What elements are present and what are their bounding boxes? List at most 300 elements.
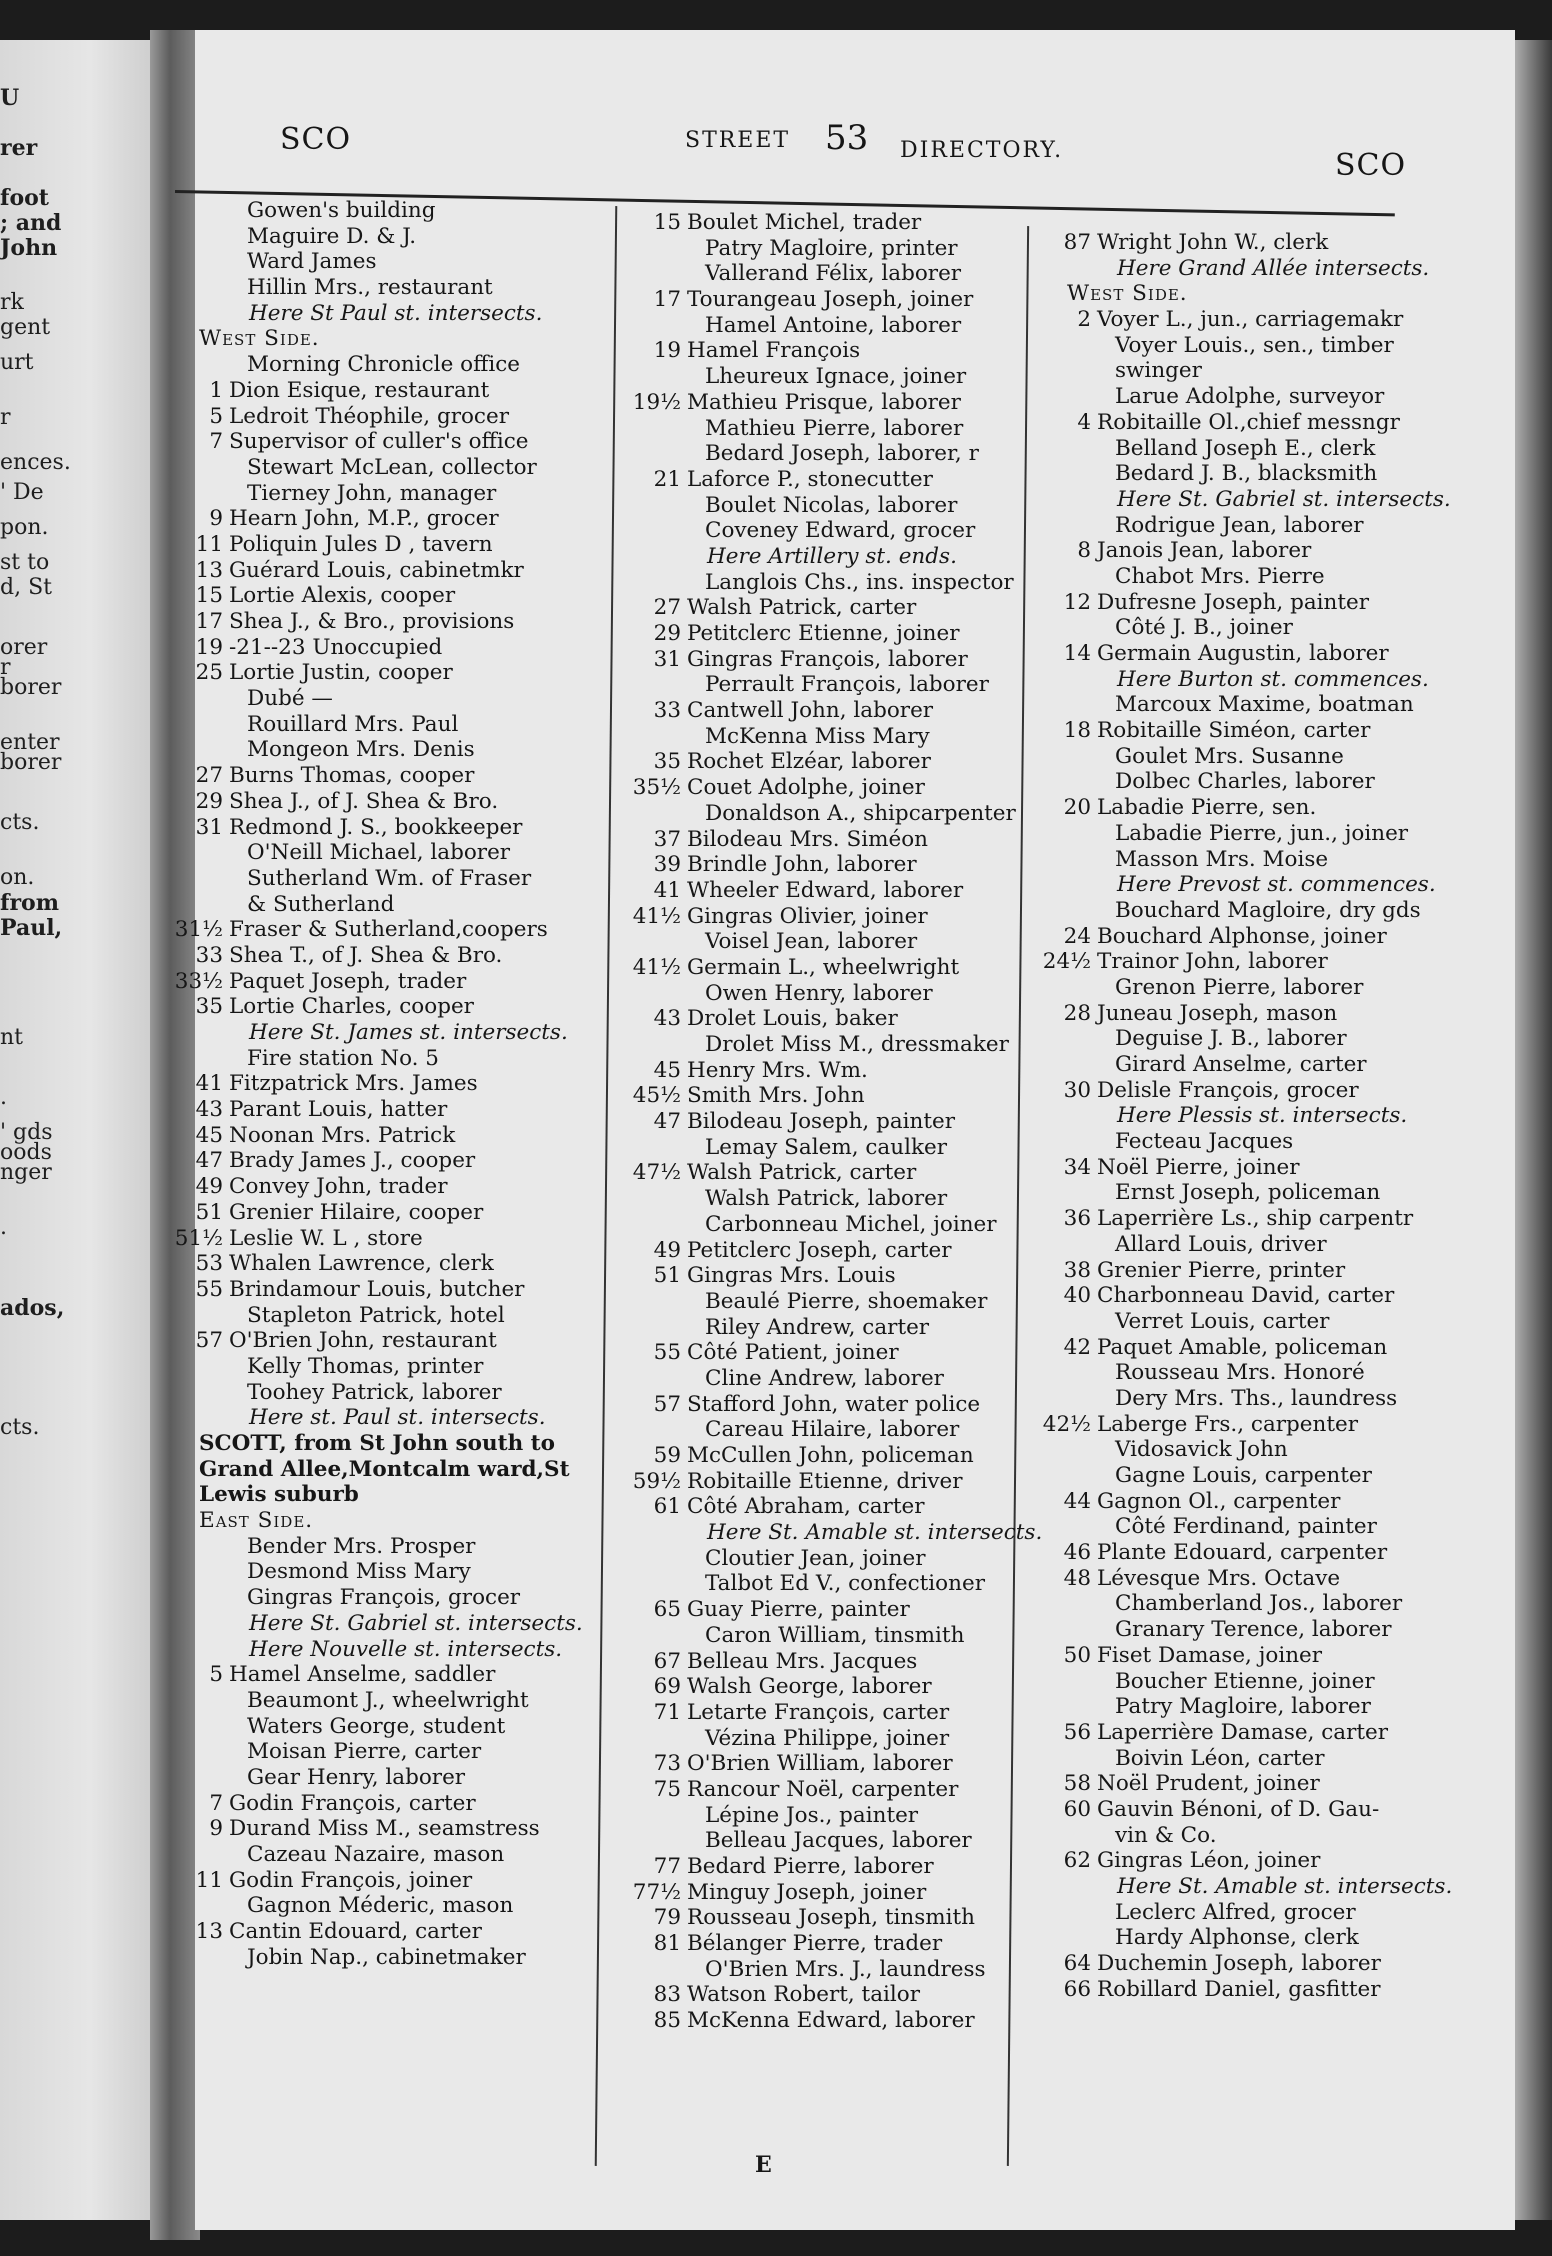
entry-text: Belleau Mrs. Jacques (687, 1648, 918, 1674)
entry-text: Verret Louis, carter (1115, 1308, 1330, 1334)
directory-entry (1033, 898, 1433, 924)
entry-text: Girard Anselme, carter (1115, 1052, 1367, 1077)
directory-entry (165, 1559, 585, 1585)
house-number (623, 518, 687, 544)
entry-text: Robillard Daniel, gasfitter (1097, 1976, 1381, 2002)
house-number (623, 801, 687, 827)
entry-text: Rouillard Mrs. Paul (247, 711, 459, 737)
entry-text: Petitclerc Joseph, carter (687, 1237, 952, 1263)
entry-text: Here Grand Allée intersects. (1117, 255, 1430, 281)
directory-entry (1033, 1669, 1433, 1695)
directory-entry (1033, 1746, 1433, 1772)
directory-entry (1033, 436, 1433, 462)
house-number (623, 1828, 687, 1854)
side-heading (1033, 281, 1433, 307)
directory-entry (1033, 1360, 1433, 1386)
house-number: 35½ (632, 775, 681, 801)
entry-text: Bélanger Pierre, trader (687, 1931, 943, 1957)
house-number: 4 (1077, 409, 1091, 435)
directory-entry (623, 981, 1023, 1007)
directory-entry (165, 712, 585, 738)
entry-text: Walsh Patrick, carter (687, 595, 917, 621)
house-number (1033, 975, 1097, 1001)
entry-text: O'Brien Mrs. J., laundress (705, 1956, 986, 1982)
house-number (1033, 487, 1097, 513)
entry-text: Here Burton st. commences. (1117, 666, 1429, 692)
facing-page-text: ados, (0, 1295, 65, 1321)
entry-text: Labadie Pierre, jun., joiner (1115, 820, 1409, 846)
entry-text: Rancour Noël, carpenter (687, 1776, 959, 1802)
house-number: 56 (1063, 1719, 1091, 1745)
entry-text: Tierney John, manager (247, 480, 497, 506)
entry-text: Lewis suburb (199, 1482, 359, 1508)
directory-entry (623, 1751, 1023, 1777)
directory-entry (623, 1571, 1023, 1597)
entry-text: Brady James J., cooper (229, 1148, 476, 1174)
entry-text: Robitaille Etienne, driver (687, 1468, 963, 1494)
house-number (623, 724, 687, 750)
house-number: 7 (209, 429, 223, 455)
directory-entry (165, 198, 585, 224)
intersection-note (1033, 872, 1436, 898)
facing-page-text: . (0, 1085, 7, 1110)
entry-text: Dery Mrs. Ths., laundress (1115, 1385, 1398, 1411)
facing-page-text: oods (0, 1140, 52, 1165)
entry-text: Gingras Olivier, joiner (687, 903, 928, 929)
directory-entry (623, 261, 1023, 287)
house-number (623, 236, 687, 262)
entry-text: Vidosavick John (1115, 1437, 1288, 1463)
house-number (623, 1571, 687, 1597)
directory-entry (623, 1083, 1023, 1109)
directory-entry (165, 1046, 585, 1072)
house-number: 5 (209, 403, 223, 429)
entry-text: Maguire D. & J. (247, 223, 417, 249)
house-number: 75 (653, 1776, 681, 1802)
facing-page-text: . (0, 1215, 7, 1240)
facing-page-text: orer (0, 635, 48, 660)
directory-entry (165, 686, 585, 712)
house-number: 29 (195, 788, 223, 814)
house-number (165, 1945, 229, 1971)
directory-entry (1033, 1155, 1433, 1181)
house-number: 2 (1077, 307, 1091, 333)
facing-page-text: U (0, 85, 20, 111)
directory-column-2 (623, 210, 1043, 2034)
directory-entry (1033, 410, 1433, 436)
entry-text: Whalen Lawrence, clerk (229, 1251, 494, 1277)
entry-text: Lemay Salem, caulker (705, 1134, 948, 1160)
house-number (1033, 692, 1097, 718)
directory-entry (1033, 821, 1433, 847)
entry-text: Moisan Pierre, carter (247, 1739, 482, 1765)
directory-entry (623, 1058, 1023, 1084)
facing-page-text: from (0, 890, 60, 916)
facing-page-text: nt (0, 1025, 24, 1050)
entry-text: Here Plessis st. intersects. (1117, 1103, 1408, 1129)
entry-text: Shea J., of J. Shea & Bro. (229, 788, 499, 814)
house-number: 31 (653, 646, 681, 672)
entry-text: Donaldson A., shipcarpenter (705, 800, 1016, 826)
entry-text: Côté Patient, joiner (687, 1340, 899, 1366)
directory-entry (623, 416, 1023, 442)
directory-entry (623, 1443, 1023, 1469)
directory-entry (623, 775, 1023, 801)
directory-entry (1033, 230, 1433, 256)
entry-text: Hardy Alphonse, clerk (1115, 1925, 1359, 1951)
house-number: 27 (195, 763, 223, 789)
house-number: 8 (1077, 538, 1091, 564)
house-number: 67 (653, 1648, 681, 1674)
house-number (623, 1726, 687, 1752)
entry-text: Brindle John, laborer (687, 852, 917, 878)
house-number (165, 737, 229, 763)
directory-entry (623, 441, 1023, 467)
directory-entry (623, 1289, 1023, 1315)
entry-text: Bilodeau Mrs. Siméon (687, 826, 928, 852)
entry-text: McKenna Miss Mary (705, 723, 930, 749)
entry-text: Here St. Amable st. intersects. (1117, 1874, 1453, 1899)
house-number (623, 1803, 687, 1829)
entry-text: Leclerc Alfred, grocer (1115, 1899, 1356, 1925)
directory-entry (1033, 1694, 1433, 1720)
directory-entry (165, 481, 585, 507)
directory-entry (165, 840, 585, 866)
entry-text: Bedard Pierre, laborer (687, 1854, 934, 1879)
entry-text: Jobin Nap., cabinetmaker (247, 1944, 526, 1970)
entry-text: Riley Andrew, carter (705, 1314, 930, 1340)
entry-text: Patry Magloire, laborer (1115, 1694, 1371, 1720)
house-number (165, 892, 229, 918)
house-number: 11 (195, 531, 223, 557)
directory-entry (165, 404, 585, 430)
entry-text: Mathieu Pierre, laborer (705, 415, 964, 441)
facing-page-text: rk (0, 290, 24, 315)
entry-text: Cloutier Jean, joiner (705, 1545, 926, 1571)
house-number: 11 (195, 1867, 223, 1893)
entry-text: Hillin Mrs., restaurant (247, 275, 493, 301)
directory-entry (623, 1649, 1023, 1675)
house-number (165, 840, 229, 866)
entry-text: Ernst Joseph, policeman (1115, 1180, 1381, 1206)
house-number (1033, 461, 1097, 487)
entry-text: Morning Chronicle office (247, 352, 520, 378)
entry-text: vin & Co. (1115, 1822, 1217, 1848)
house-number (623, 929, 687, 955)
intersection-note (1033, 486, 1451, 513)
directory-entry (1033, 718, 1433, 744)
house-number: 21 (653, 466, 681, 492)
entry-text: Germain Augustin, laborer (1097, 641, 1389, 666)
house-number (1033, 1746, 1097, 1772)
house-number (1033, 281, 1067, 307)
header-right-abbrev: SCO (1335, 148, 1407, 183)
entry-text: Masson Mrs. Moise (1115, 846, 1329, 872)
house-number: 77 (653, 1854, 681, 1879)
directory-entry (1033, 1078, 1433, 1104)
directory-entry (165, 558, 585, 584)
house-number: 47 (653, 1109, 681, 1135)
intersection-note (165, 1020, 585, 1046)
house-number: 31 (195, 814, 223, 840)
house-number (165, 1842, 229, 1868)
house-number: 7 (209, 1790, 223, 1816)
intersection-note (1033, 1103, 1433, 1129)
directory-entry (165, 506, 585, 532)
house-number (165, 1559, 229, 1585)
directory-entry (165, 224, 585, 250)
house-number: 29 (653, 621, 681, 646)
house-number: 19½ (632, 389, 681, 415)
directory-entry (623, 467, 1023, 493)
directory-entry (165, 1200, 585, 1226)
entry-text: Delisle François, grocer (1097, 1077, 1359, 1103)
house-number (165, 1380, 229, 1406)
entry-text: Vézina Philippe, joiner (705, 1725, 950, 1751)
entry-text: Chabot Mrs. Pierre (1115, 563, 1325, 589)
directory-entry (623, 801, 1023, 827)
entry-text: Mathieu Prisque, laborer (687, 389, 961, 415)
house-number: 55 (195, 1276, 223, 1302)
house-number (1033, 384, 1097, 410)
directory-entry (165, 1534, 585, 1560)
directory-entry (165, 1123, 585, 1149)
house-number (623, 1135, 687, 1161)
directory-entry (1033, 1283, 1433, 1309)
directory-entry (165, 1354, 585, 1380)
entry-text: swinger (1115, 358, 1202, 384)
house-number: 64 (1063, 1951, 1091, 1977)
house-number: 43 (195, 1097, 223, 1123)
directory-entry (165, 1251, 585, 1277)
house-number (1033, 1103, 1097, 1129)
house-number: 35 (195, 994, 223, 1020)
directory-entry (623, 1597, 1023, 1623)
entry-text: Paquet Joseph, trader (229, 968, 467, 994)
entry-text: Deguise J. B., laborer (1115, 1026, 1347, 1052)
entry-text: Shea T., of J. Shea & Bro. (229, 942, 503, 968)
house-number (165, 249, 229, 275)
directory-entry (165, 1816, 585, 1842)
house-number: 41 (653, 877, 681, 903)
directory-entry (623, 827, 1023, 853)
entry-text: Bedard J. B., blacksmith (1115, 461, 1378, 487)
entry-text: Smith Mrs. John (687, 1083, 865, 1109)
directory-entry (623, 1726, 1023, 1752)
directory-entry (1033, 1925, 1433, 1951)
facing-page-text: r (0, 655, 11, 680)
directory-entry (165, 866, 585, 892)
entry-text: Trainor John, laborer (1097, 949, 1328, 975)
house-number (165, 1431, 199, 1457)
entry-text: SCOTT, from St John south to (199, 1431, 555, 1456)
house-number (1033, 847, 1097, 873)
house-number (623, 1289, 687, 1315)
entry-text: Hearn John, M.P., grocer (229, 506, 499, 532)
directory-entry (1033, 1591, 1433, 1617)
house-number: 57 (195, 1328, 223, 1354)
directory-entry (1033, 615, 1433, 641)
street-heading (165, 1431, 585, 1457)
directory-entry (623, 1212, 1023, 1238)
house-number (165, 1354, 229, 1380)
directory-entry (623, 1957, 1023, 1983)
house-number: 17 (653, 287, 681, 313)
directory-entry (623, 852, 1023, 878)
house-number (165, 1688, 229, 1714)
entry-text: Noël Prudent, joiner (1097, 1771, 1320, 1797)
entry-text: West Side. (1067, 281, 1188, 307)
house-number (165, 1739, 229, 1765)
directory-entry (623, 1469, 1023, 1495)
entry-text: Noonan Mrs. Patrick (229, 1122, 456, 1148)
facing-page-text: John (0, 235, 58, 261)
directory-entry (1033, 949, 1433, 975)
house-number: 38 (1063, 1257, 1091, 1283)
house-number: 13 (195, 557, 223, 583)
house-number (165, 1637, 229, 1663)
directory-entry (165, 1893, 585, 1919)
directory-entry (165, 455, 585, 481)
directory-entry (165, 635, 585, 661)
house-number: 41½ (632, 903, 681, 929)
directory-entry (1033, 1514, 1433, 1540)
directory-entry (1033, 641, 1433, 667)
directory-entry (623, 1315, 1023, 1341)
house-number (165, 1714, 229, 1740)
directory-entry (165, 1277, 585, 1303)
entry-text: Gingras Léon, joiner (1097, 1848, 1321, 1874)
entry-text: Labadie Pierre, sen. (1097, 795, 1317, 821)
entry-text: Leslie W. L , store (229, 1225, 423, 1251)
directory-entry (1033, 1566, 1433, 1592)
house-number: 49 (195, 1174, 223, 1200)
house-number (1033, 256, 1097, 282)
house-number (623, 1520, 687, 1546)
entry-text: Gowen's building (247, 198, 436, 223)
entry-text: Bouchard Magloire, dry gds (1115, 897, 1421, 923)
house-number: 12 (1063, 589, 1091, 615)
house-number: 57 (653, 1391, 681, 1417)
directory-entry (165, 1585, 585, 1611)
house-number: 55 (653, 1340, 681, 1366)
directory-column-3 (1033, 230, 1453, 2002)
house-number (165, 301, 229, 327)
entry-text: Voisel Jean, laborer (705, 929, 918, 955)
house-number: 20 (1063, 795, 1091, 821)
entry-text: Goulet Mrs. Susanne (1115, 743, 1344, 769)
directory-entry (1033, 1335, 1433, 1361)
directory-entry (1033, 513, 1433, 539)
directory-entry (623, 1803, 1023, 1829)
facing-page-text: cts. (0, 1415, 40, 1440)
entry-text: Boulet Michel, trader (687, 210, 922, 235)
entry-text: Rousseau Joseph, tinsmith (687, 1905, 976, 1931)
directory-entry (165, 789, 585, 815)
entry-text: Allard Louis, driver (1115, 1231, 1327, 1257)
facing-page-text: borer (0, 750, 62, 775)
entry-text: Grenier Hilaire, cooper (229, 1199, 484, 1225)
entry-text: Duchemin Joseph, laborer (1097, 1951, 1381, 1977)
house-number (165, 455, 229, 481)
header-directory-word: DIRECTORY. (900, 138, 1064, 163)
directory-entry (623, 518, 1023, 544)
house-number (165, 686, 229, 712)
house-number (165, 1585, 229, 1611)
entry-text: Cazeau Nazaire, mason (247, 1842, 505, 1867)
entry-text: Lortie Charles, cooper (229, 994, 474, 1020)
house-number (623, 493, 687, 519)
directory-entry (1033, 1180, 1433, 1206)
directory-entry (623, 647, 1023, 673)
entry-text: Shea J., & Bro., provisions (229, 609, 515, 634)
entry-text: Laperrière Ls., ship carpentr (1097, 1206, 1414, 1232)
entry-text: Henry Mrs. Wm. (687, 1057, 868, 1083)
directory-entry (165, 994, 585, 1020)
entry-text: Here st. Paul st. intersects. (249, 1405, 546, 1431)
entry-text: Stafford John, water police (687, 1391, 981, 1417)
directory-entry (623, 1828, 1023, 1854)
entry-text: Here St. Gabriel st. intersects. (249, 1610, 583, 1636)
facing-page-text: cts. (0, 810, 40, 835)
directory-entry (1033, 1463, 1433, 1489)
entry-text: Côté Ferdinand, painter (1115, 1514, 1377, 1540)
house-number: 19 (653, 338, 681, 364)
directory-entry (1033, 1026, 1433, 1052)
directory-entry (623, 1238, 1023, 1264)
entry-text: Walsh Patrick, laborer (705, 1186, 948, 1212)
directory-entry (1033, 1412, 1433, 1438)
directory-entry (1033, 1232, 1433, 1258)
directory-entry (623, 493, 1023, 519)
house-number (1033, 1437, 1097, 1463)
house-number: 46 (1063, 1540, 1091, 1566)
entry-text: Grenier Pierre, printer (1097, 1257, 1346, 1283)
house-number (1033, 769, 1097, 795)
directory-entry (1033, 384, 1433, 410)
entry-text: Noël Pierre, joiner (1097, 1154, 1300, 1180)
house-number: 15 (653, 210, 681, 235)
house-number: 37 (653, 826, 681, 852)
house-number (165, 1482, 199, 1508)
entry-text: Godin François, joiner (229, 1867, 473, 1893)
entry-text: Walsh George, laborer (687, 1674, 932, 1700)
entry-text: Gear Henry, laborer (247, 1764, 466, 1790)
house-number (1033, 1386, 1097, 1412)
house-number: 53 (195, 1251, 223, 1277)
entry-text: Bedard Joseph, laborer, r (705, 441, 979, 467)
entry-text: Grenon Pierre, laborer (1115, 974, 1364, 1000)
house-number: 24½ (1042, 949, 1091, 975)
entry-text: Cline Andrew, laborer (705, 1365, 944, 1391)
house-number: 58 (1063, 1771, 1091, 1797)
house-number: 35 (653, 749, 681, 775)
directory-entry (1033, 975, 1433, 1001)
house-number: 47 (195, 1148, 223, 1174)
facing-page-text: foot (0, 185, 49, 211)
entry-text: Bilodeau Joseph, painter (687, 1109, 956, 1135)
entry-text: Hamel Antoine, laborer (705, 312, 962, 338)
house-number (1033, 821, 1097, 847)
intersection-note (165, 1611, 585, 1637)
house-number: 15 (195, 583, 223, 609)
directory-entry (165, 352, 585, 378)
entry-text: Gauvin Bénoni, of D. Gau- (1097, 1796, 1380, 1822)
directory-entry (623, 1546, 1023, 1572)
column-divider (595, 206, 618, 2166)
house-number (623, 1417, 687, 1443)
directory-entry (165, 249, 585, 275)
